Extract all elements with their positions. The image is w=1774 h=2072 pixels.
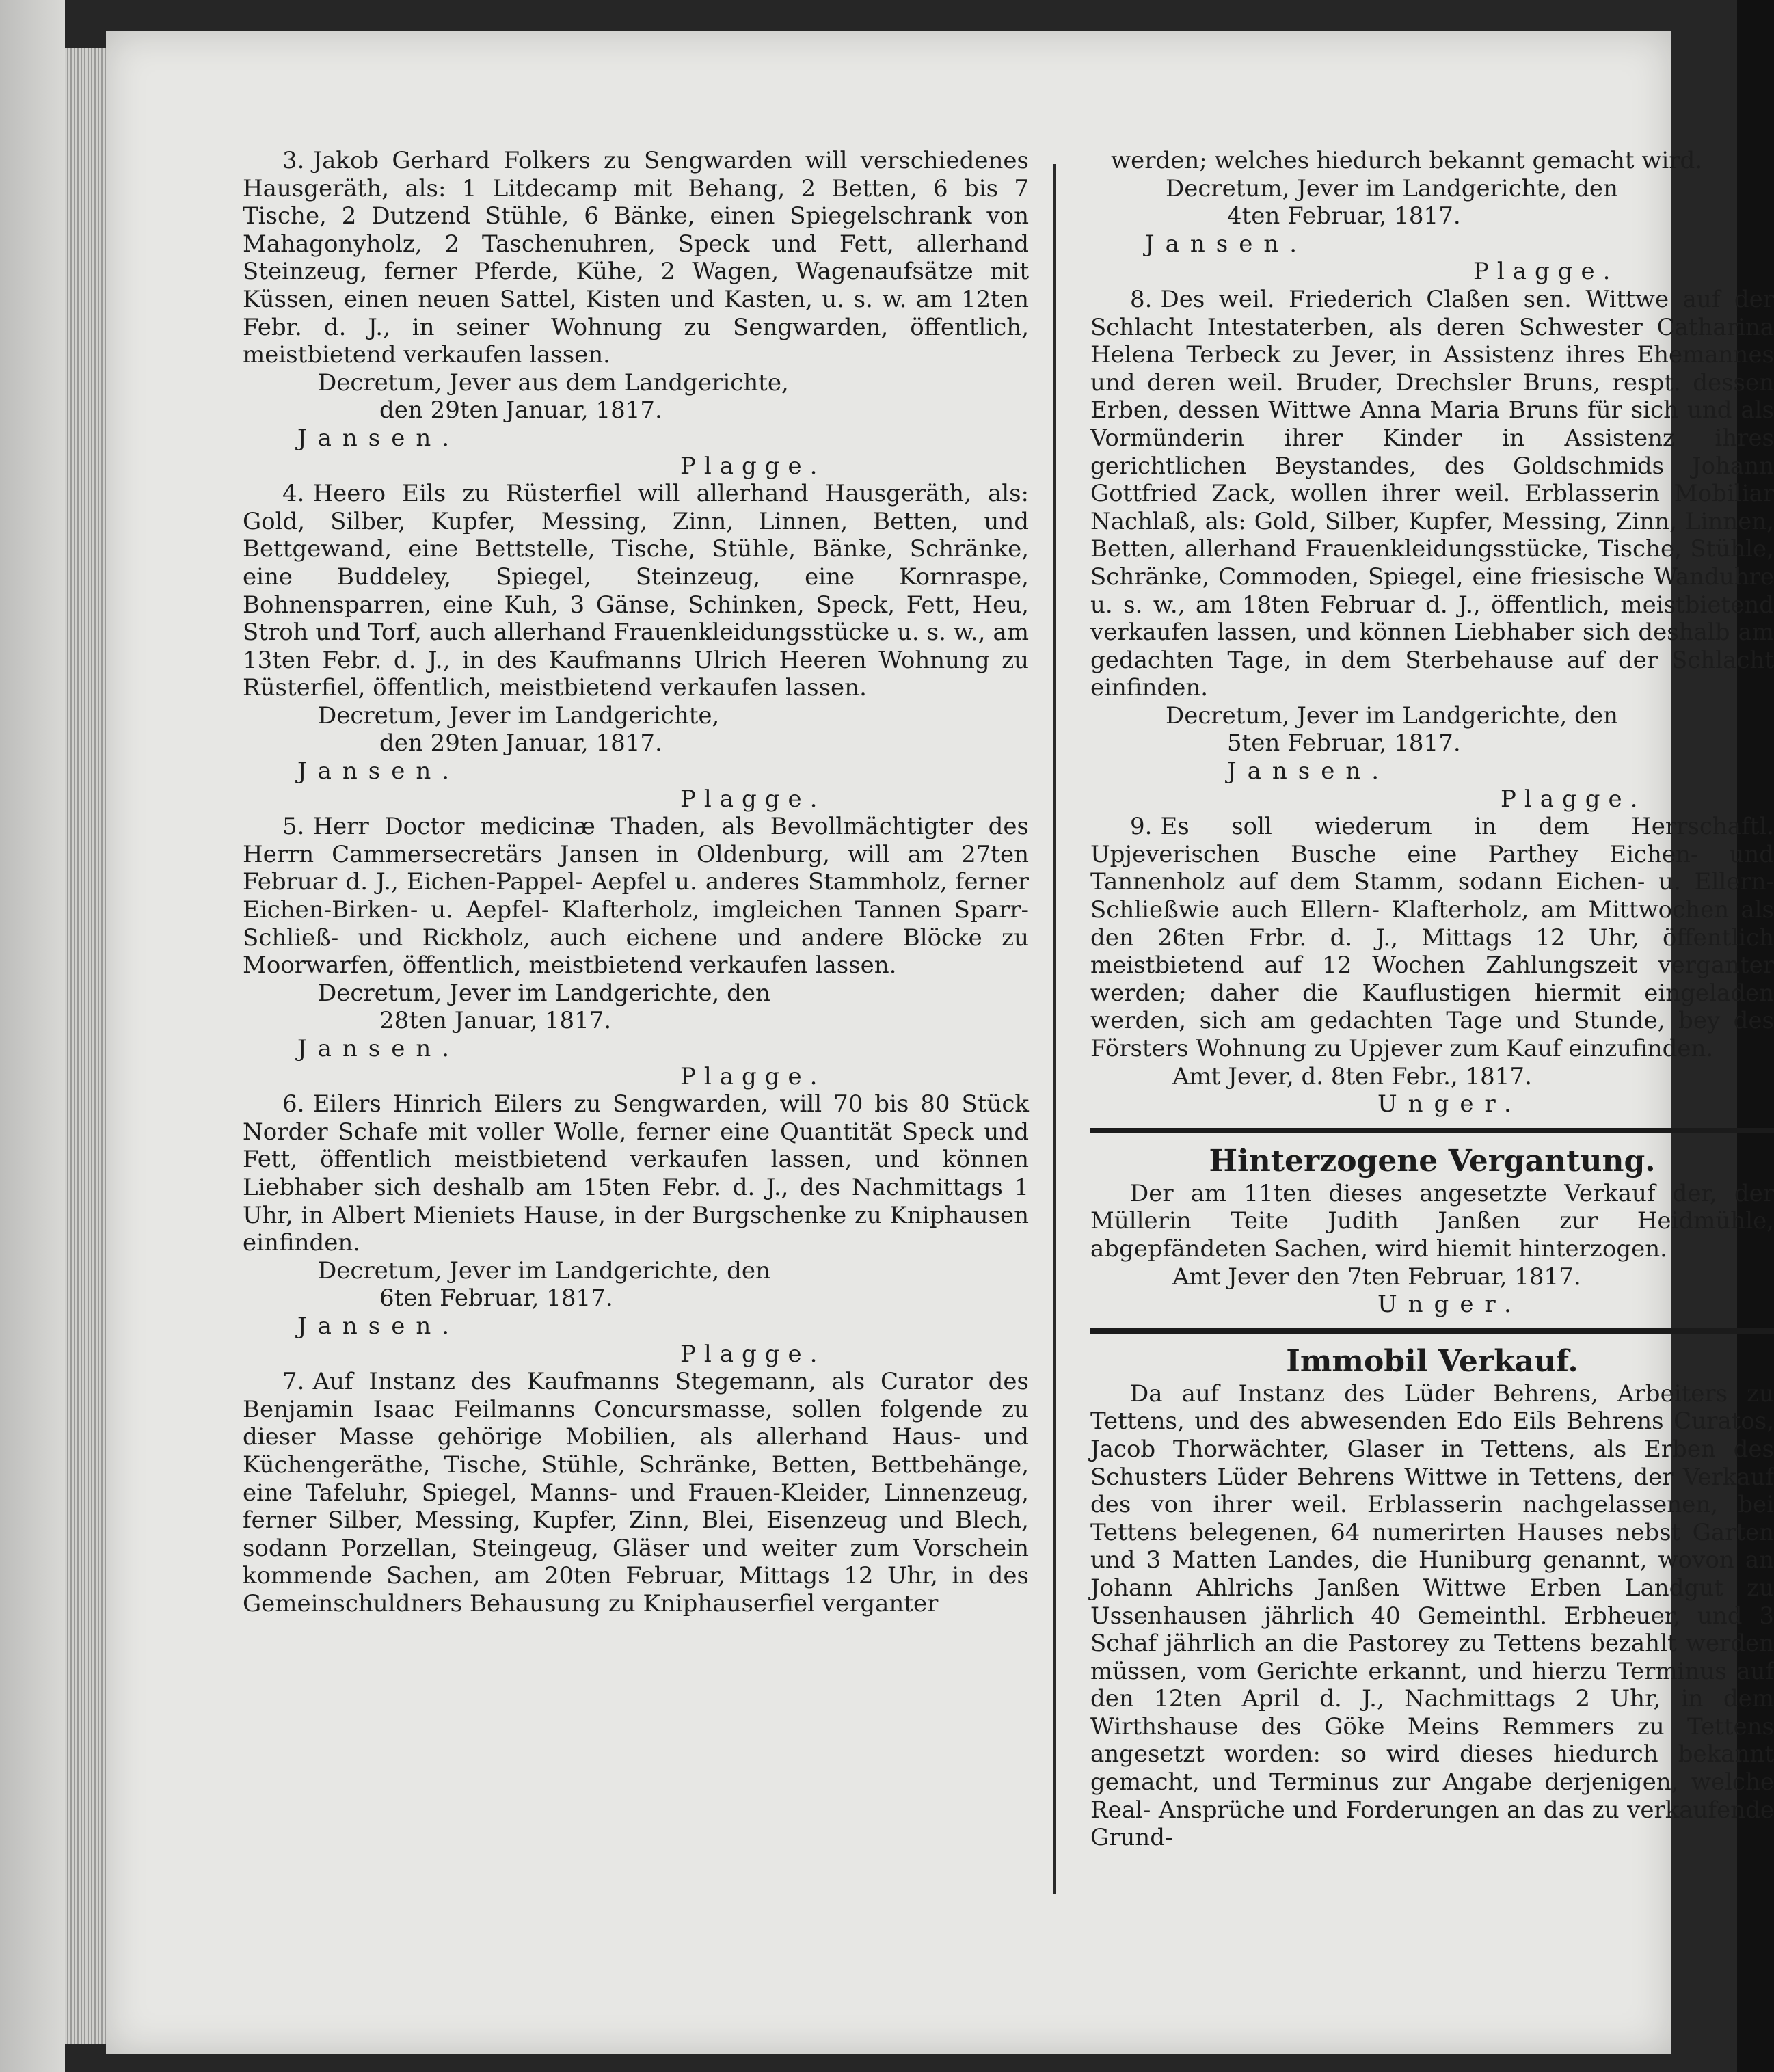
notice-text: Jakob Gerhard Folkers zu Sengwarden will verschiedenes Hausgeräth, als: 1 Litdecamp mit Behang, 2 Betten, 6 bis 7 Tische, 2 Dutzend Stühle, 6 Bänke, einen Spiegelschrank von Mahagonyholz, 2 Taschenuhren, Speck und Fett, allerhand Steinzeug, ferner Pferde, Kühe, 2 Wagen, Wagenaufsätze mit Küssen, einen neuen Sattel, Kisten und Kasten, u. s. w. am 12ten Febr. d. J., in seiner Wohnung zu Sengwarden, öffentlich, meistbietend verkaufen lassen. [243, 147, 1029, 369]
notice-number: 8. [1130, 285, 1153, 313]
newspaper-page [106, 31, 1774, 2054]
section-text: Der am 11ten dieses angesetzte Verkauf der, der Müllerin Teite Judith Janßen zur Heidmühle, abgepfändeten Sachen, wird hiemit hinterzogen. [1090, 1179, 1774, 1263]
section-rule [1090, 1328, 1774, 1334]
notice-text: Des weil. Friederich Claßen sen. Wittwe auf der Schlacht Intestaterben, als deren Schwester Catharina Helena Terbeck zu Jever, in Assistenz ihres Ehemannes und deren weil. Bruder, Drechsler Bruns, respt. dessen Erben, dessen Wittwe Anna Maria Bruns für sich und als Vormünderin ihrer Kinder in Assistenz ihres gerichtlichen Beystandes, des Goldschmids Johann Gottfried Zack, wollen ihrer weil. Erblasserin Mobiliar Nachlaß, als: Gold, Silber, Kupfer, Messing, Zinn, Linnen, Betten, allerhand Frauenkleidungsstücke, Tische, Stühle, Schränke, Commoden, Spiegel, eine friesische Wanduhre u. s. w., am 18ten Februar d. J., öffentlich, meistbietend verkaufen lassen, und können Liebhaber sich deshalb am gedachten Tage, in dem Sterbehause auf der Schlacht einfinden. [1090, 285, 1774, 702]
signature-plagge: Plagge. [680, 785, 826, 813]
section-rule [1090, 1128, 1774, 1133]
notice-3 [243, 147, 1029, 480]
notice-9 [1090, 813, 1774, 1118]
decretum-date: den 29ten Januar, 1817. [379, 729, 662, 757]
decretum-line: Decretum, Jever im Landgerichte, den [318, 1256, 770, 1284]
signature-plagge: Plagge. [1473, 258, 1619, 286]
signature-plagge: Plagge. [680, 1340, 826, 1368]
signature-unger: Unger. [1377, 1291, 1522, 1319]
notice-text: Heero Eils zu Rüsterfiel will allerhand Hausgeräth, als: Gold, Silber, Kupfer, Messing, Zinn, Linnen, Betten, und Bettgewand, eine Bettstelle, Tische, Stühle, Bänke, Schränke, eine Buddeley, Spiegel, Steinzeug, eine Kornraspe, Bohnensparren, eine Kuh, 3 Gänse, Schinken, Speck, Fett, Heu, Stroh und Torf, auch allerhand Frauenkleidungsstücke u. s. w., am 13ten Febr. d. J., in des Kaufmanns Ulrich Heeren Wohnung zu Rüsterfiel, öffentlich, meistbietend verkaufen lassen. [243, 480, 1029, 702]
notice-number: 5. [282, 813, 305, 841]
notice-text: Eilers Hinrich Eilers zu Sengwarden, will 70 bis 80 Stück Norder Schafe mit voller Wolle, ferner eine Quantität Speck und Fett, öffentlich meistbietend verkaufen lassen, und können Liebhaber sich deshalb am 15ten Febr. d. J., des Nachmittags 1 Uhr, in Albert Mieniets Hause, in der Burgschenke zu Kniphausen einfinden. [243, 1090, 1029, 1257]
notice-text: Es soll wiederum in dem Herrschaftl. Upjeverischen Busche eine Parthey Eichen- und Tannenholz auf dem Stamm, sodann Eichen- u. Ellern- Schließwie auch Ellern- Klafterholz, am Mittwochen als den 26ten Frbr. d. J., Mittags 12 Uhr, öffentlich meistbietend auf 12 Wochen Zahlungszeit verganter werden; daher die Kauflustigen hiermit eingeladen werden, sich am gedachten Tage und Stunde, bey des Försters Wohnung zu Upjever zum Kauf einzufinden. [1090, 813, 1774, 1062]
notice-number: 6. [282, 1090, 305, 1118]
book-spine [0, 0, 65, 2072]
section-title: Immobil Verkauf. [1286, 1343, 1578, 1379]
signature-jansen: Jansen. [297, 1312, 461, 1340]
notice-7-continued [1090, 147, 1774, 286]
decretum-line: Decretum, Jever aus dem Landgerichte, [318, 368, 789, 396]
right-column [1090, 147, 1774, 2034]
notice-text: Auf Instanz des Kaufmanns Stegemann, als Curator des Benjamin Isaac Feilmanns Concursmasse, sollen folgende zu dieser Masse gehörige Mobilien, als allerhand Haus- und Küchengeräthe, Tische, Stühle, Schränke, Betten, Bettbehänge, eine Tafeluhr, Spiegel, Manns- und Frauen-Kleider, Linnenzeug, ferner Silber, Messing, Kupfer, Zinn, Blei, Eisenzeug und Blech, sodann Porzellan, Steingeug, Gläser und weiter zum Vorschein kommende Sachen, am 20ten Februar, Mittags 12 Uhr, in des Gemeinschuldners Behausung zu Kniphauserfiel verganter [243, 1368, 1029, 1617]
column-divider [1053, 164, 1056, 1894]
signature-plagge: Plagge. [680, 1062, 826, 1090]
section-hinterzogene-vergantung [1090, 1143, 1774, 1319]
signature-unger: Unger. [1377, 1090, 1522, 1118]
signature-plagge: Plagge. [1501, 785, 1646, 813]
signature-jansen: Jansen. [297, 757, 461, 785]
signature-plagge: Plagge. [680, 452, 826, 480]
decretum-date: 28ten Januar, 1817. [379, 1007, 612, 1035]
decretum-line: Decretum, Jever im Landgerichte, den [1166, 174, 1618, 202]
decretum-line: Decretum, Jever im Landgerichte, den [318, 979, 770, 1007]
notice-number: 4. [282, 480, 305, 508]
decretum-date: 5ten Februar, 1817. [1227, 729, 1461, 757]
section-title: Hinterzogene Vergantung. [1209, 1143, 1656, 1179]
decretum-date: 4ten Februar, 1817. [1227, 202, 1461, 230]
section-text: Da auf Instanz des Lüder Behrens, Arbeiters zu Tettens, und des abwesenden Edo Eils Behrens Curatos, Jacob Thorwächter, Glaser in Tettens, als Erben des Schusters Lüder Behrens Wittwe in Tettens, der Verkauf des von ihrer weil. Erblasserin nachgelassenen, bei Tettens belegenen, 64 numerirten Hauses nebst Garten und 3 Matten Landes, die Huniburg genannt, wovon an Johann Ahlrichs Janßen Wittwe Erben Landgut zu Ussenhausen jährlich 40 Gemeinthl. Erbheuer, und 3 Schaf jährlich an die Pastorey zu Tettens bezahlt werden müssen, vom Gerichte erkannt, und hierzu Terminus auf den 12ten April d. J., Nachmittags 2 Uhr, in dem Wirthshause des Göke Meins Remmers zu Tettens angesetzt worden: so wird dieses hiedurch bekannt gemacht, und Terminus zur Angabe derjenigen, welche Real- Ansprüche und Forderungen an das zu verkaufende Grund- [1090, 1380, 1774, 1852]
decretum-line: Decretum, Jever im Landgerichte, den [1166, 701, 1618, 729]
notice-text: Herr Doctor medicinæ Thaden, als Bevollmächtigter des Herrn Cammersecretärs Jansen in Oldenburg, will am 27ten Februar d. J., Eichen-Pappel- Aepfel u. anderes Stammholz, ferner Eichen-Birken- u. Aepfel- Klafterholz, imgleichen Tannen Sparr- Schließ- und Rickholz, auch eichene und andere Blöcke zu Moorwarfen, öffentlich, meistbietend verkaufen lassen. [243, 813, 1029, 980]
left-column [243, 147, 1029, 2034]
decretum-date: den 29ten Januar, 1817. [379, 396, 662, 425]
signature-jansen: Jansen. [297, 1035, 461, 1062]
decretum-line: Decretum, Jever im Landgerichte, [318, 701, 720, 729]
signature-jansen: Jansen. [1227, 757, 1390, 785]
amt-line: Amt Jever, d. 8ten Febr., 1817. [1172, 1062, 1532, 1090]
notice-7 [243, 1368, 1029, 1617]
page-edges [65, 48, 106, 2044]
notice-number: 9. [1130, 813, 1153, 841]
amt-line: Amt Jever den 7ten Februar, 1817. [1172, 1263, 1581, 1291]
decretum-date: 6ten Februar, 1817. [379, 1284, 613, 1313]
notice-6 [243, 1090, 1029, 1368]
signature-jansen: Jansen. [297, 424, 461, 452]
continuation-text: werden; welches hiedurch bekannt gemacht wird. [1111, 147, 1703, 174]
notice-5 [243, 813, 1029, 1090]
notice-number: 3. [282, 147, 305, 174]
signature-jansen: Jansen. [1145, 230, 1308, 258]
notice-4 [243, 480, 1029, 813]
notice-8 [1090, 286, 1774, 813]
section-immobil-verkauf [1090, 1343, 1774, 1852]
notice-number: 7. [282, 1368, 305, 1396]
